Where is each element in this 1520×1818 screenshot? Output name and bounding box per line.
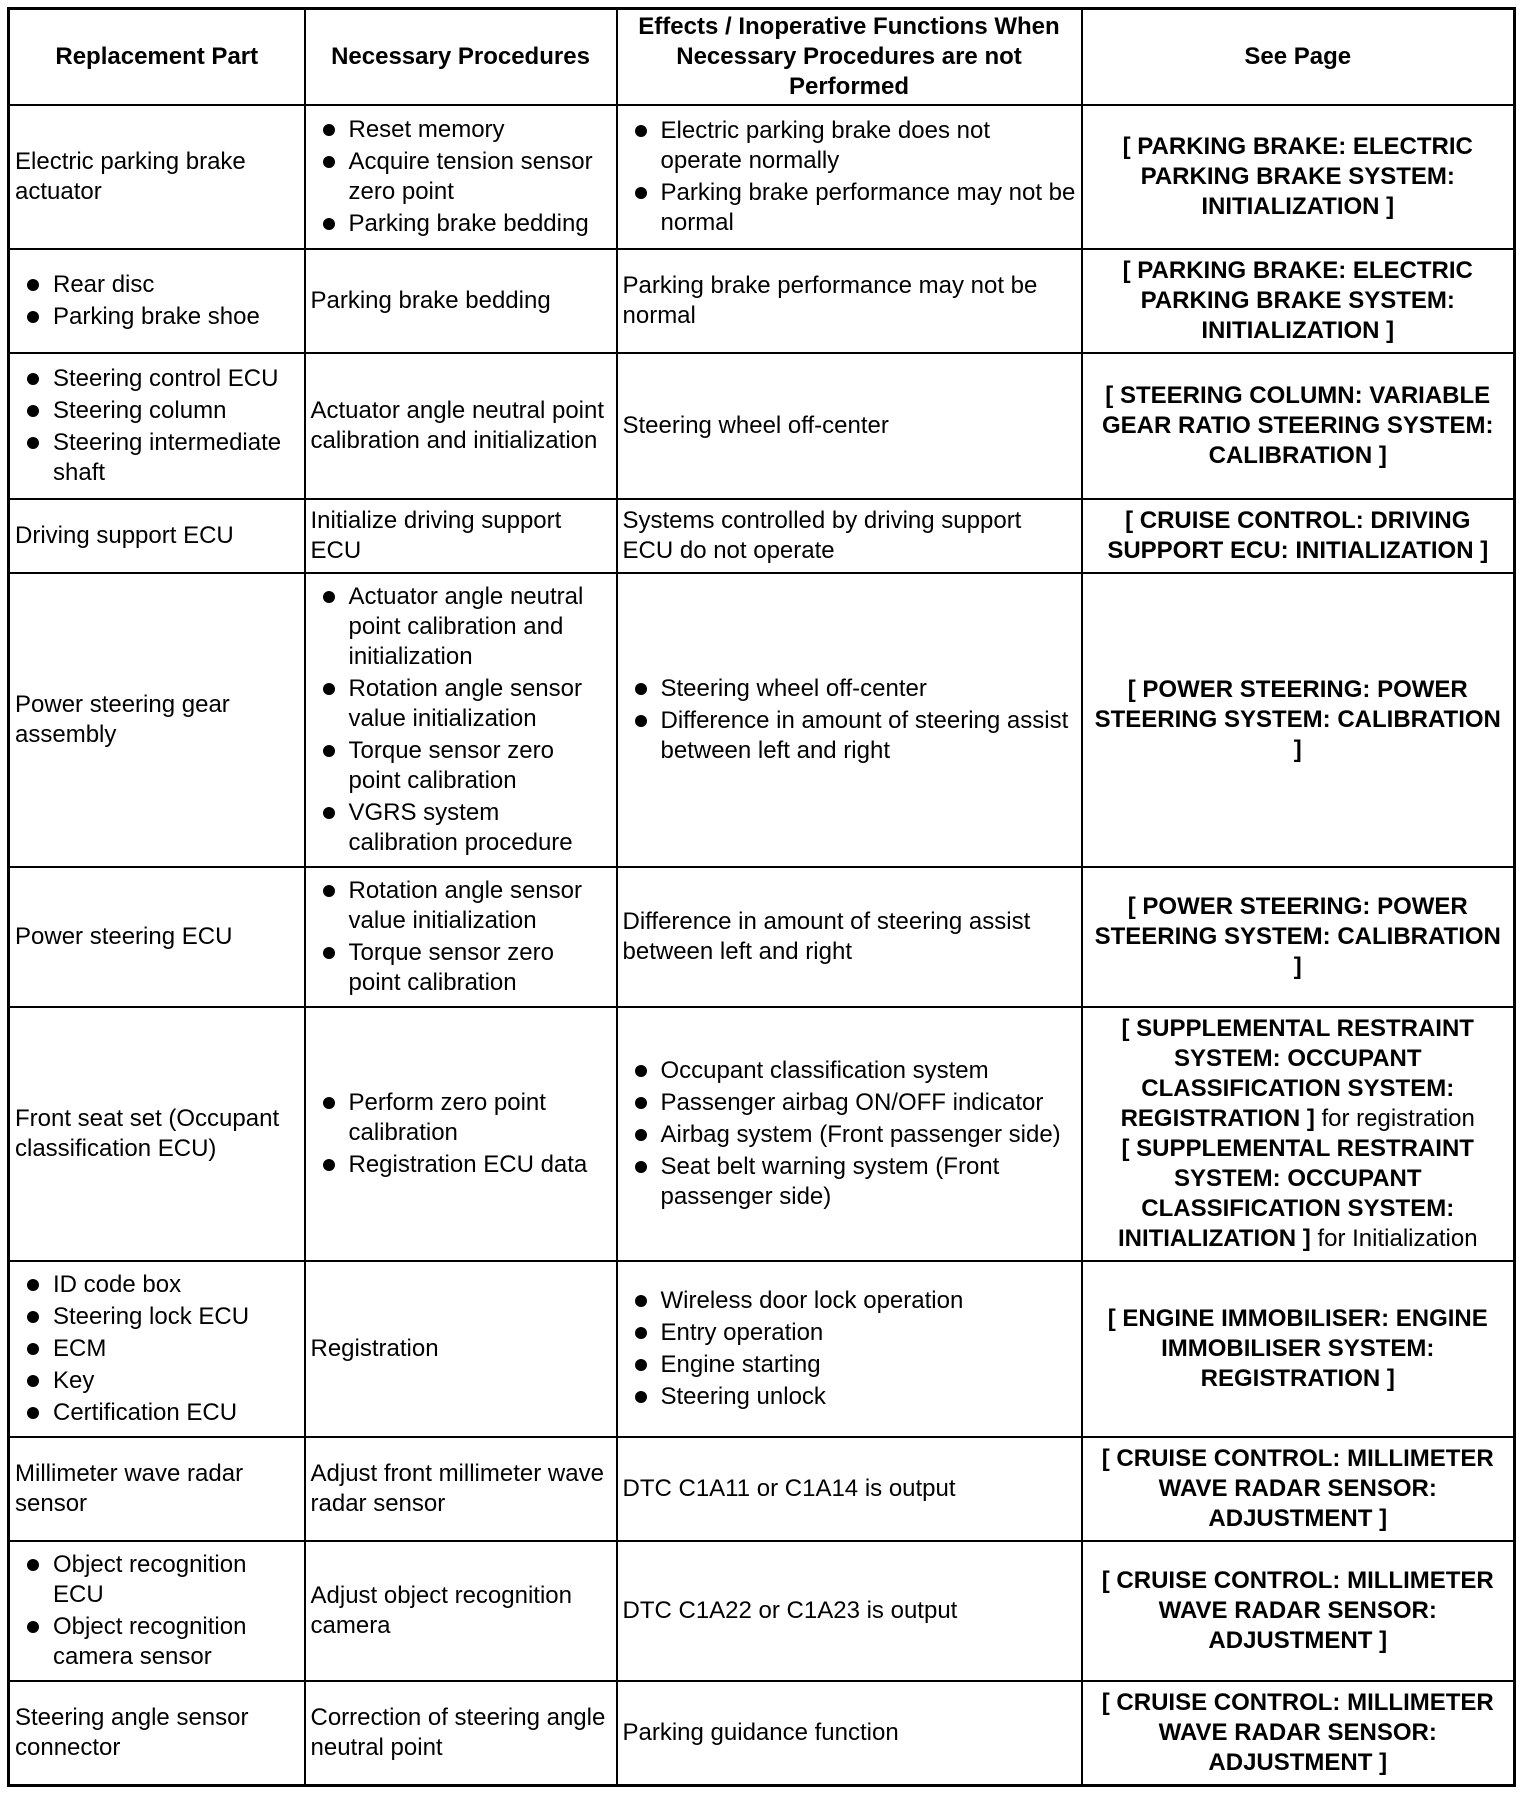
table-row <box>9 1007 1515 1261</box>
effects-list-item: Seat belt warning system (Front passenger side) <box>623 1152 1076 1212</box>
part-list-item: ECM <box>15 1334 299 1364</box>
table-row <box>9 1261 1515 1437</box>
procedures-cell <box>305 1007 617 1261</box>
see-page-cell <box>1082 1007 1515 1261</box>
part-list-item: Object recognition camera sensor <box>15 1612 299 1672</box>
part-list-item: Steering lock ECU <box>15 1302 299 1332</box>
part-list <box>15 364 299 488</box>
procedures-cell: Adjust front millimeter wave radar sensor <box>305 1437 617 1541</box>
effects-cell: Parking brake performance may not be normal <box>617 249 1082 353</box>
effects-list-item: Occupant classification system <box>623 1056 1076 1086</box>
table-row <box>9 353 1515 499</box>
replacement-part-cell: Front seat set (Occupant classification ECU) <box>9 1007 305 1261</box>
table-row <box>9 1541 1515 1681</box>
procedures-list-item: Parking brake bedding <box>311 209 611 239</box>
effects-list <box>623 1286 1076 1412</box>
procedures-cell: Adjust object recognition camera <box>305 1541 617 1681</box>
procedures-list-item: Registration ECU data <box>311 1150 611 1180</box>
procedures-cell: Registration <box>305 1261 617 1437</box>
effects-list-item: Parking brake performance may not be normal <box>623 178 1076 238</box>
see-page-cell: [ ENGINE IMMOBILISER: ENGINE IMMOBILISER SYSTEM: REGISTRATION ] <box>1082 1261 1515 1437</box>
table-row <box>9 249 1515 353</box>
see-page-cell: [ PARKING BRAKE: ELECTRIC PARKING BRAKE SYSTEM: INITIALIZATION ] <box>1082 249 1515 353</box>
see-page-cell: [ CRUISE CONTROL: MILLIMETER WAVE RADAR SENSOR: ADJUSTMENT ] <box>1082 1541 1515 1681</box>
effects-cell <box>617 573 1082 867</box>
replacement-part-cell: Power steering ECU <box>9 867 305 1007</box>
table-row <box>9 573 1515 867</box>
procedures-cell <box>305 867 617 1007</box>
replacement-part-cell: Electric parking brake actuator <box>9 105 305 249</box>
see-page-cell: [ POWER STEERING: POWER STEERING SYSTEM: CALIBRATION ] <box>1082 573 1515 867</box>
effects-cell: DTC C1A22 or C1A23 is output <box>617 1541 1082 1681</box>
see-page-cell: [ POWER STEERING: POWER STEERING SYSTEM: CALIBRATION ] <box>1082 867 1515 1007</box>
procedures-cell <box>305 105 617 249</box>
effects-cell: DTC C1A11 or C1A14 is output <box>617 1437 1082 1541</box>
header-necessary-procedures: Necessary Procedures <box>305 9 617 106</box>
part-list <box>15 270 299 332</box>
table-row <box>9 867 1515 1007</box>
see-page-cell: [ CRUISE CONTROL: MILLIMETER WAVE RADAR SENSOR: ADJUSTMENT ] <box>1082 1681 1515 1786</box>
effects-cell <box>617 1007 1082 1261</box>
replacement-procedures-table <box>7 7 1516 1787</box>
effects-list <box>623 1056 1076 1212</box>
see-page-cell: [ CRUISE CONTROL: DRIVING SUPPORT ECU: INITIALIZATION ] <box>1082 499 1515 573</box>
header-effects: Effects / Inoperative Functions When Necessary Procedures are not Performed <box>617 9 1082 106</box>
procedures-list <box>311 876 611 998</box>
part-list-item: Certification ECU <box>15 1398 299 1428</box>
effects-list-item: Passenger airbag ON/OFF indicator <box>623 1088 1076 1118</box>
part-list-item: Key <box>15 1366 299 1396</box>
table-row <box>9 1437 1515 1541</box>
header-replacement-part: Replacement Part <box>9 9 305 106</box>
effects-list-item: Steering wheel off-center <box>623 674 1076 704</box>
part-list-item: Object recognition ECU <box>15 1550 299 1610</box>
procedures-cell <box>305 573 617 867</box>
see-page-cell: [ CRUISE CONTROL: MILLIMETER WAVE RADAR SENSOR: ADJUSTMENT ] <box>1082 1437 1515 1541</box>
procedures-list-item: VGRS system calibration procedure <box>311 798 611 858</box>
effects-list-item: Steering unlock <box>623 1382 1076 1412</box>
replacement-part-cell <box>9 1261 305 1437</box>
replacement-part-cell <box>9 353 305 499</box>
procedures-list-item: Torque sensor zero point calibration <box>311 938 611 998</box>
procedures-list-item: Rotation angle sensor value initialization <box>311 674 611 734</box>
part-list-item: Steering column <box>15 396 299 426</box>
procedures-list-item: Acquire tension sensor zero point <box>311 147 611 207</box>
table-body <box>9 105 1515 1786</box>
effects-cell: Difference in amount of steering assist between left and right <box>617 867 1082 1007</box>
procedures-cell: Initialize driving support ECU <box>305 499 617 573</box>
see-page-reference <box>1088 1014 1509 1134</box>
part-list-item: ID code box <box>15 1270 299 1300</box>
replacement-part-cell: Power steering gear assembly <box>9 573 305 867</box>
effects-list <box>623 674 1076 766</box>
effects-list-item: Electric parking brake does not operate normally <box>623 116 1076 176</box>
table-row <box>9 105 1515 249</box>
header-see-page: See Page <box>1082 9 1515 106</box>
replacement-part-cell <box>9 1541 305 1681</box>
replacement-part-cell: Millimeter wave radar sensor <box>9 1437 305 1541</box>
procedures-list-item: Actuator angle neutral point calibration and initialization <box>311 582 611 672</box>
effects-list-item: Airbag system (Front passenger side) <box>623 1120 1076 1150</box>
table-header <box>9 9 1515 106</box>
procedures-list <box>311 115 611 239</box>
procedures-cell: Actuator angle neutral point calibration and initialization <box>305 353 617 499</box>
replacement-part-cell <box>9 249 305 353</box>
effects-cell <box>617 105 1082 249</box>
effects-list-item: Entry operation <box>623 1318 1076 1348</box>
part-list-item: Steering control ECU <box>15 364 299 394</box>
see-page-cell: [ PARKING BRAKE: ELECTRIC PARKING BRAKE SYSTEM: INITIALIZATION ] <box>1082 105 1515 249</box>
procedures-list-item: Rotation angle sensor value initialization <box>311 876 611 936</box>
replacement-part-cell: Driving support ECU <box>9 499 305 573</box>
procedures-list-item: Torque sensor zero point calibration <box>311 736 611 796</box>
part-list <box>15 1270 299 1428</box>
procedures-list-item: Reset memory <box>311 115 611 145</box>
procedures-cell: Correction of steering angle neutral point <box>305 1681 617 1786</box>
replacement-part-cell: Steering angle sensor connector <box>9 1681 305 1786</box>
see-page-cell: [ STEERING COLUMN: VARIABLE GEAR RATIO STEERING SYSTEM: CALIBRATION ] <box>1082 353 1515 499</box>
part-list-item: Parking brake shoe <box>15 302 299 332</box>
effects-list-item: Wireless door lock operation <box>623 1286 1076 1316</box>
procedures-list-item: Perform zero point calibration <box>311 1088 611 1148</box>
procedures-list <box>311 1088 611 1180</box>
see-page-ref-text: [ SUPPLEMENTAL RESTRAINT SYSTEM: OCCUPANT CLASSIFICATION SYSTEM: REGISTRATION ] <box>1120 1015 1474 1132</box>
effects-cell <box>617 1261 1082 1437</box>
effects-cell: Parking guidance function <box>617 1681 1082 1786</box>
see-page-reference <box>1088 1134 1509 1254</box>
header-row <box>9 9 1515 106</box>
table-row <box>9 1681 1515 1786</box>
procedures-cell: Parking brake bedding <box>305 249 617 353</box>
part-list <box>15 1550 299 1672</box>
part-list-item: Rear disc <box>15 270 299 300</box>
see-page-note: for registration <box>1314 1105 1475 1132</box>
effects-list-item: Difference in amount of steering assist between left and right <box>623 706 1076 766</box>
effects-cell: Steering wheel off-center <box>617 353 1082 499</box>
effects-list-item: Engine starting <box>623 1350 1076 1380</box>
effects-cell: Systems controlled by driving support ECU do not operate <box>617 499 1082 573</box>
see-page-note: for Initialization <box>1310 1225 1478 1252</box>
see-page-ref-text: [ SUPPLEMENTAL RESTRAINT SYSTEM: OCCUPANT CLASSIFICATION SYSTEM: INITIALIZATION ] <box>1117 1135 1474 1252</box>
procedures-list <box>311 582 611 858</box>
table-row <box>9 499 1515 573</box>
effects-list <box>623 116 1076 238</box>
part-list-item: Steering intermediate shaft <box>15 428 299 488</box>
